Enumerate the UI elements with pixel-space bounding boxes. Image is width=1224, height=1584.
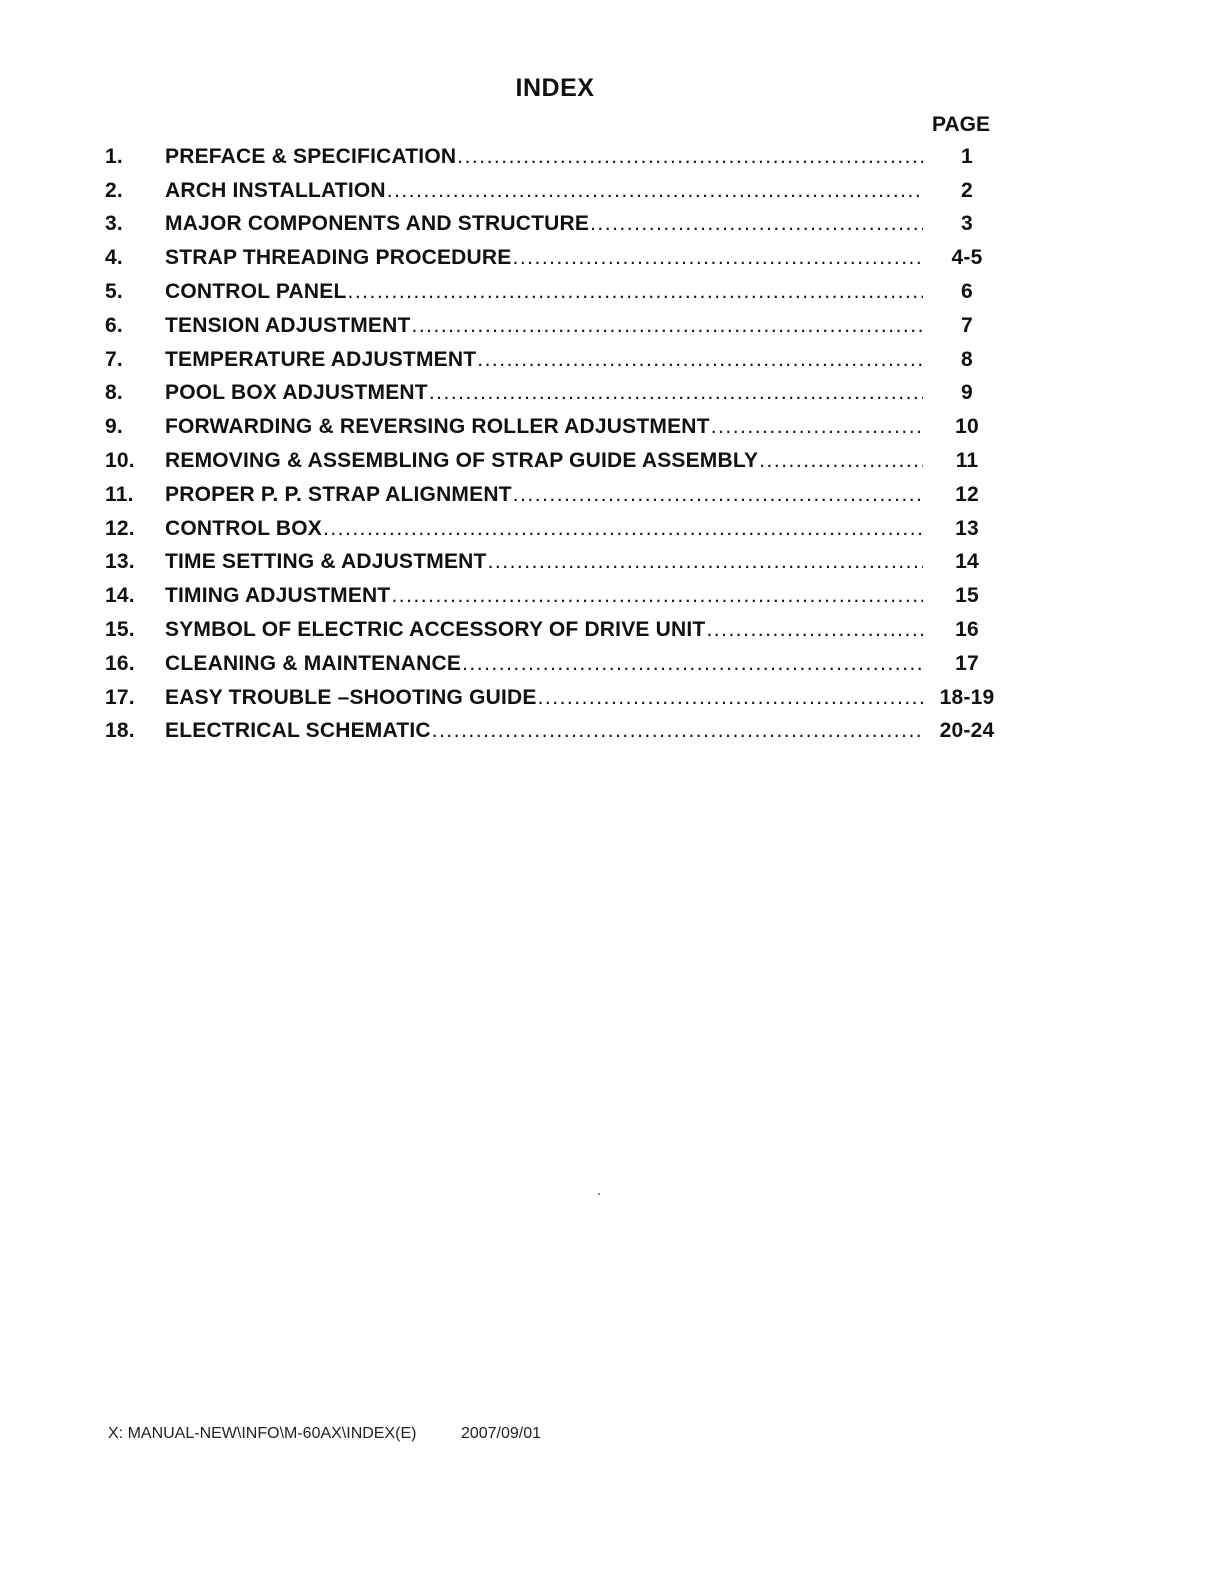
toc-entry-page: 16: [955, 618, 979, 642]
dot-leader: [759, 449, 923, 473]
toc-entry-number: 4.: [105, 246, 123, 270]
toc-entry-label-container: [165, 719, 923, 743]
index-title: INDEX: [515, 74, 595, 102]
toc-entry-label: SYMBOL OF ELECTRIC ACCESSORY OF DRIVE UNIT: [165, 618, 706, 642]
toc-entry-label-container: [165, 179, 923, 203]
scan-speck: [598, 1193, 600, 1195]
toc-entry: [105, 444, 1005, 478]
toc-entry-label-container: [165, 652, 923, 676]
toc-entry-number: 10.: [105, 449, 135, 473]
toc-entry-label-container: [165, 212, 923, 236]
footer: [108, 1425, 541, 1443]
toc-entry-page: 14: [955, 550, 979, 574]
dot-leader: [706, 618, 923, 642]
toc-entry-label-container: [165, 686, 923, 710]
toc-entry-page: 13: [955, 516, 979, 540]
table-of-contents: [105, 140, 1005, 748]
toc-entry-number: 14.: [105, 584, 135, 608]
toc-entry: [105, 410, 1005, 444]
toc-entry-label: CONTROL BOX: [165, 516, 322, 540]
dot-leader: [412, 314, 924, 338]
toc-entry-label-container: [165, 145, 923, 169]
toc-entry-label-container: [165, 381, 923, 405]
toc-entry-number: 6.: [105, 313, 123, 337]
toc-entry-label: FORWARDING & REVERSING ROLLER ADJUSTMENT: [165, 415, 710, 439]
toc-entry-label-container: [165, 314, 923, 338]
toc-entry-number: 15.: [105, 618, 135, 642]
toc-entry-label: REMOVING & ASSEMBLING OF STRAP GUIDE ASSEMBLY: [165, 449, 759, 473]
toc-entry-number: 11.: [105, 482, 134, 506]
toc-entry-page: 1: [961, 144, 973, 168]
toc-entry-label: POOL BOX ADJUSTMENT: [165, 381, 428, 405]
toc-entry: [105, 343, 1005, 377]
toc-entry-page: 4-5: [951, 246, 983, 270]
toc-entry-label-container: [165, 449, 923, 473]
toc-entry-number: 13.: [105, 550, 135, 574]
toc-entry-label: TENSION ADJUSTMENT: [165, 313, 411, 337]
dot-leader: [477, 348, 923, 372]
toc-entry-page: 18-19: [939, 685, 995, 709]
dot-leader: [488, 550, 923, 574]
toc-entry-number: 18.: [105, 719, 135, 743]
dot-leader: [513, 483, 923, 507]
dot-leader: [323, 517, 923, 541]
toc-entry-page: 10: [955, 415, 979, 439]
toc-entry-page: 9: [961, 381, 973, 405]
dot-leader: [391, 584, 923, 608]
toc-entry-label: EASY TROUBLE –SHOOTING GUIDE: [165, 685, 537, 709]
toc-entry-page: 8: [961, 347, 973, 371]
toc-entry-page: 11: [955, 449, 979, 473]
toc-entry-label: CONTROL PANEL: [165, 280, 347, 304]
dot-leader: [348, 280, 924, 304]
toc-entry-number: 12.: [105, 516, 135, 540]
toc-entry-number: 1.: [105, 144, 123, 168]
dot-leader: [590, 212, 923, 236]
toc-entry-label-container: [165, 517, 923, 541]
dot-leader: [429, 381, 923, 405]
footer-date: 2007/09/01: [460, 1425, 542, 1442]
toc-entry-label: TIMING ADJUSTMENT: [165, 584, 391, 608]
toc-entry: [105, 275, 1005, 309]
toc-entry: [105, 512, 1005, 546]
toc-entry: [105, 174, 1005, 208]
toc-entry-page: 7: [961, 313, 973, 337]
toc-entry: [105, 241, 1005, 275]
toc-entry-label: ARCH INSTALLATION: [165, 178, 386, 202]
toc-entry: [105, 613, 1005, 647]
toc-entry: [105, 546, 1005, 580]
toc-entry: [105, 647, 1005, 681]
toc-entry-label: TEMPERATURE ADJUSTMENT: [165, 347, 477, 371]
toc-entry-label: CLEANING & MAINTENANCE: [165, 651, 462, 675]
toc-entry-page: 2: [961, 178, 973, 202]
toc-entry-number: 3.: [105, 212, 123, 236]
toc-entry-label-container: [165, 415, 923, 439]
dot-leader: [512, 246, 923, 270]
toc-entry: [105, 478, 1005, 512]
toc-entry: [105, 579, 1005, 613]
toc-entry-label: STRAP THREADING PROCEDURE: [165, 246, 512, 270]
dot-leader: [457, 145, 923, 169]
toc-entry-label: TIME SETTING & ADJUSTMENT: [165, 550, 487, 574]
toc-entry-page: 20-24: [939, 719, 995, 743]
toc-entry-label: MAJOR COMPONENTS AND STRUCTURE: [165, 212, 590, 236]
toc-entry-number: 17.: [105, 685, 135, 709]
toc-entry-label-container: [165, 483, 923, 507]
toc-entry: [105, 140, 1005, 174]
toc-entry: [105, 309, 1005, 343]
toc-entry: [105, 377, 1005, 411]
page-column-header: PAGE: [932, 113, 990, 136]
toc-entry: [105, 681, 1005, 715]
toc-entry-number: 8.: [105, 381, 123, 405]
dot-leader: [462, 652, 923, 676]
toc-entry-label-container: [165, 246, 923, 270]
toc-entry-label: PROPER P. P. STRAP ALIGNMENT: [165, 482, 512, 506]
toc-entry-number: 9.: [105, 415, 123, 439]
toc-entry-label-container: [165, 618, 923, 642]
toc-entry-label: PREFACE & SPECIFICATION: [165, 144, 457, 168]
toc-entry-number: 16.: [105, 651, 135, 675]
toc-entry-label-container: [165, 550, 923, 574]
dot-leader: [538, 686, 923, 710]
dot-leader: [711, 415, 923, 439]
dot-leader: [432, 719, 923, 743]
toc-entry: [105, 208, 1005, 242]
toc-entry-page: 6: [961, 280, 973, 304]
toc-entry: [105, 715, 1005, 749]
toc-entry-page: 12: [955, 482, 979, 506]
toc-entry-label-container: [165, 348, 923, 372]
dot-leader: [387, 179, 923, 203]
toc-entry-page: 3: [961, 212, 973, 236]
toc-entry-number: 7.: [105, 347, 123, 371]
toc-entry-label-container: [165, 280, 923, 304]
toc-entry-number: 5.: [105, 280, 123, 304]
footer-file-path: X: MANUAL-NEW\INFO\M-60AX\INDEX(E): [108, 1425, 417, 1442]
toc-entry-number: 2.: [105, 178, 123, 202]
toc-entry-label: ELECTRICAL SCHEMATIC: [165, 719, 431, 743]
toc-entry-label-container: [165, 584, 923, 608]
toc-entry-page: 17: [955, 651, 979, 675]
toc-entry-page: 15: [955, 584, 979, 608]
